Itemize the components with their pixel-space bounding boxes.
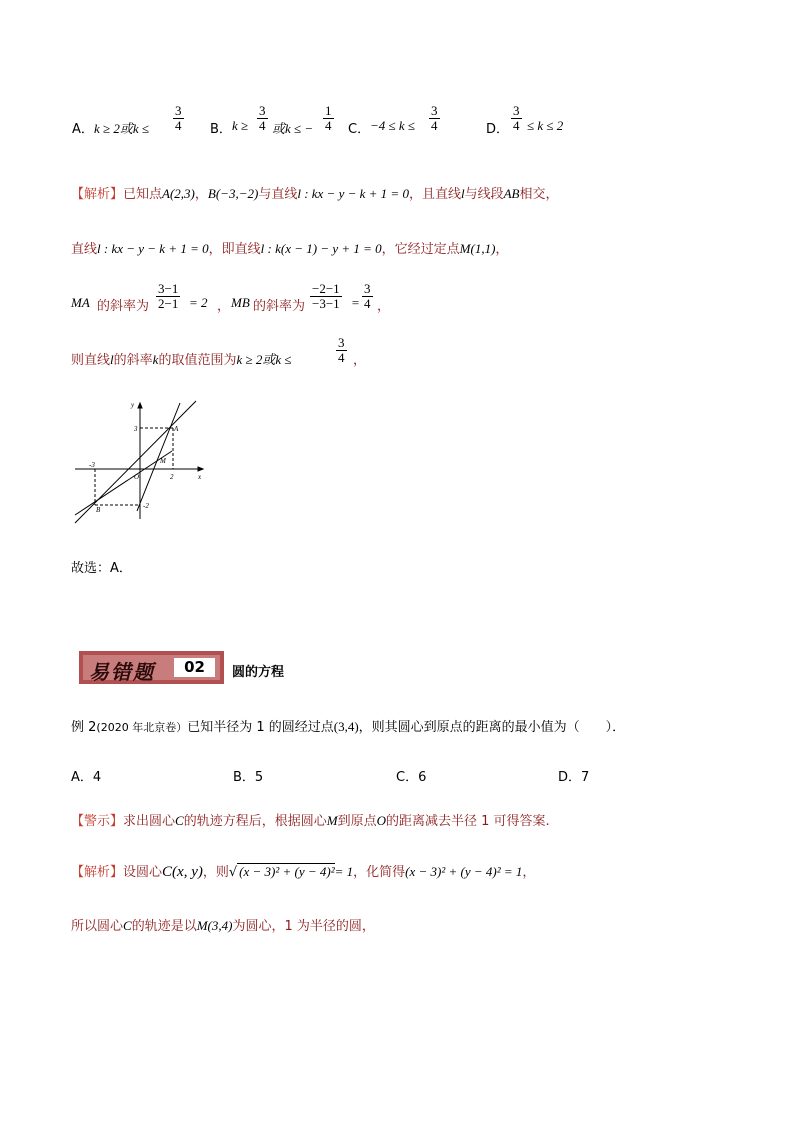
example2-question — [71, 716, 625, 735]
choices2 — [71, 766, 611, 786]
point-a-label: A — [174, 425, 179, 433]
equation: = 1 — [334, 864, 354, 879]
text: ，它经过定点 — [381, 242, 460, 257]
banner-title: 易错题 — [89, 660, 155, 684]
choice-d: D．7 — [558, 770, 590, 785]
option-c-frac: $\frac{3}{4}$ — [431, 103, 438, 133]
segment-mb: MB — [231, 295, 250, 310]
text: ，则其圆心到原点的距离的最小值为（ ）． — [358, 720, 626, 735]
text: 设圆心 — [123, 865, 163, 880]
point-b: B(−3,−2) — [207, 186, 259, 201]
text: 为圆心，1 为半径的圆， — [232, 919, 375, 934]
sqrt-expr: (x − 3)² + (y − 4)² — [239, 864, 335, 879]
section-banner — [79, 651, 224, 684]
center-point: C(x, y) — [162, 864, 203, 880]
circle-equation: (x − 3)² + (y − 4)² = 1 — [405, 864, 523, 879]
text: ， — [217, 299, 231, 314]
coordinate-graph — [70, 395, 210, 525]
y-axis-label: y — [131, 401, 135, 409]
banner-inner — [83, 655, 220, 684]
equation: l : k(x − 1) − y + 1 = 0 — [260, 241, 382, 256]
line-ma — [137, 403, 180, 511]
text: 与线段 — [464, 187, 504, 202]
tick-3: 3 — [134, 425, 138, 433]
option-c-label: C． — [348, 122, 371, 137]
option-b-expr2: 或k ≤ − — [272, 121, 314, 136]
text: ，且直线 — [408, 187, 461, 202]
option-d-expr: ≤ k ≤ 2 — [527, 118, 564, 133]
point-m-label: M — [160, 457, 166, 465]
text: 的斜率为 — [97, 299, 150, 314]
analysis2-line2 — [71, 915, 375, 934]
equals: = — [351, 295, 360, 310]
analysis1-line1 — [71, 183, 559, 202]
choice-a: A．4 — [71, 770, 102, 785]
option-a-label: A． — [72, 122, 94, 137]
equation: = 2 — [189, 295, 208, 310]
var-c: C — [123, 918, 132, 933]
option-d-label: D． — [486, 122, 510, 137]
segment-ma: MA — [71, 295, 90, 310]
option-b-expr1: k ≥ — [232, 118, 249, 133]
text: ， — [522, 865, 536, 880]
text: 的距离减去半径 1 可得答案. — [385, 814, 550, 829]
text: ，即直线 — [208, 242, 261, 257]
section-heading: 圆的方程 — [232, 665, 285, 680]
sqrt-symbol: √ — [228, 865, 238, 880]
text: 已知半径为 1 的圆经过点 — [187, 720, 334, 735]
y-axis-arrow — [138, 403, 142, 408]
warning-line — [71, 810, 550, 829]
text: 的轨迹是以 — [131, 919, 197, 934]
slope-mb-result: $\frac{3}{4}$ — [364, 281, 371, 311]
banner-number: 02 — [174, 658, 215, 677]
analysis2-line1 — [71, 861, 535, 881]
text: ， — [194, 187, 208, 202]
point-b-label: B — [96, 506, 101, 514]
point-m: M(1,1) — [459, 241, 496, 256]
choice-b: B．5 — [233, 770, 264, 785]
text: ， — [495, 242, 509, 257]
var-l: l — [460, 186, 465, 201]
x-axis-arrow — [198, 467, 203, 471]
origin-label: O — [134, 473, 140, 481]
option-a-frac: $\frac{3}{4}$ — [175, 103, 182, 133]
option-b-frac2: $\frac{1}{4}$ — [325, 103, 332, 133]
slope-mb-frac: $\frac{-2-1}{-3-1}$ — [312, 281, 340, 311]
text: 到原点 — [337, 814, 377, 829]
line-equation: l : kx − y − k + 1 = 0 — [297, 186, 409, 201]
tick-neg3: -3 — [89, 461, 95, 469]
x-axis-label: x — [198, 473, 202, 481]
text: ， — [353, 353, 367, 368]
text: 的斜率为 — [253, 299, 306, 314]
slope-ma-frac: $\frac{3-1}{2-1}$ — [158, 281, 179, 311]
answer-text: 故选：A． — [71, 561, 132, 576]
text: ，则 — [202, 865, 229, 880]
analysis1-line2 — [71, 238, 508, 257]
equation: l : kx − y − k + 1 = 0 — [97, 241, 209, 256]
option-c-expr: −4 ≤ k ≤ — [370, 118, 416, 133]
analysis-tag: 【解析】 — [71, 187, 124, 202]
range-frac: $\frac{3}{4}$ — [338, 335, 345, 365]
text: 已知点 — [123, 187, 163, 202]
point: (3,4) — [333, 719, 359, 734]
text: ，化简得 — [353, 865, 406, 880]
tick-2: 2 — [170, 473, 174, 481]
option-d-frac: $\frac{3}{4}$ — [513, 103, 520, 133]
point-a: A(2,3) — [162, 186, 195, 201]
choice-c: C．6 — [396, 770, 427, 785]
var-c: C — [175, 813, 184, 828]
text: 与直线 — [258, 187, 298, 202]
text: 直线 — [71, 242, 98, 257]
point-m: M(3,4) — [196, 918, 233, 933]
text: 的轨迹方程后，根据圆心 — [183, 814, 327, 829]
tick-neg2: -2 — [143, 502, 149, 510]
text: ， — [377, 299, 391, 314]
conclusion-text: 则直线l的斜率k的取值范围为k ≥ 2或k ≤ — [71, 352, 292, 368]
example-source: (2020 年北京卷） — [96, 721, 188, 734]
text: 所以圆心 — [71, 919, 124, 934]
var-m: M — [326, 813, 338, 828]
var-o: O — [376, 813, 386, 828]
text: 相交， — [519, 187, 559, 202]
option-b-label: B． — [210, 122, 232, 137]
segment-ab: AB — [503, 186, 520, 201]
analysis-tag: 【解析】 — [71, 865, 124, 880]
text: 求出圆心 — [123, 814, 176, 829]
option-b-frac1: $\frac{3}{4}$ — [259, 103, 266, 133]
example-prefix: 例 2 — [71, 720, 97, 735]
option-a-expr: k ≥ 2或k ≤ — [94, 121, 150, 136]
warning-tag: 【警示】 — [71, 814, 124, 829]
